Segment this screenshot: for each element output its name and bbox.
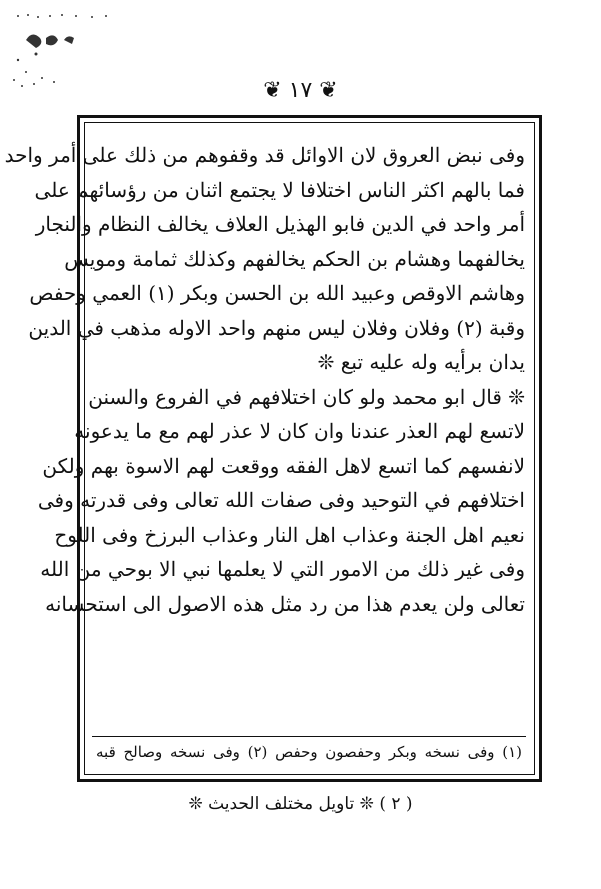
footnote-divider — [92, 736, 526, 737]
body-line: يدان برأيه وله عليه تبع ❊ — [317, 350, 525, 374]
body-line: وهاشم الاوقص وعبيد الله بن الحسن وبكر (١) العمي وحفص — [29, 281, 525, 305]
body-line: فما بالهم اكثر الناس اختلافا لا يجتمع اثنان من رؤسائهم على — [34, 177, 525, 202]
running-footer: ( ٢ ) ❊ تاويل مختلف الحديث ❊ — [188, 794, 413, 814]
body-line: أمر واحد في الدين فابو الهذيل العلاف يخالف النظام والنجار — [35, 212, 525, 236]
body-text — [4, 138, 525, 621]
body-line: وفى نبض العروق لان الاوائل قد وقفوهم من ذلك على أمر واحد — [4, 143, 525, 167]
body-line: لانفسهم كما اتسع لاهل الفقه ووقعت لهم الاسوة بهم ولكن — [42, 453, 525, 478]
body-line: اختلافهم في التوحيد وفى صفات الله تعالى وفى قدرته وفى — [37, 488, 525, 512]
body-line: ❊ قال ابو محمد ولو كان اختلافهم في الفروع والسنن — [88, 384, 525, 409]
body-line: وقبة (٢) وفلان وفلان ليس منهم واحد الاوله مذهب في الدين — [28, 315, 525, 340]
body-line: نعيم اهل الجنة وعذاب اهل النار وعذاب البرزخ وفى اللوح — [54, 522, 525, 547]
page-number: ❦ ١٧ ❦ — [263, 78, 338, 103]
body-line: لاتسع لهم العذر عندنا وان كان لا عذر لهم مع ما يدعونه — [74, 419, 525, 443]
body-line: وفى غير ذلك من الامور التي لا يعلمها نبي الا بوحي من الله — [40, 557, 525, 581]
body-line: يخالفهما وهشام بن الحكم يخالفهم وكذلك ثمامة ومويس — [64, 246, 525, 271]
body-line: تعالى ولن يعدم هذا من رد مثل هذه الاصول الى استحسانه — [45, 591, 525, 616]
footnote: (١) وفى نسخه وبكر وحفصون وحفص (٢) وفى نسخه وصالح قبه — [96, 743, 522, 761]
